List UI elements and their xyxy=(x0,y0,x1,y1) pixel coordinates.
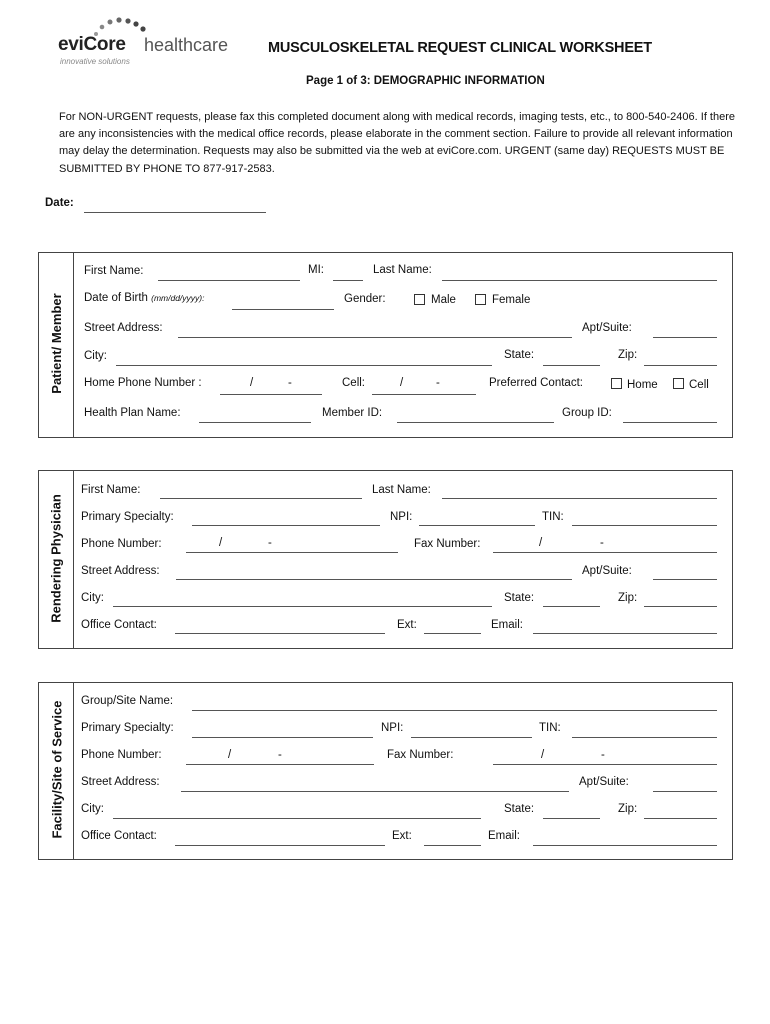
group-id-field[interactable] xyxy=(623,422,717,423)
preferred-cell-checkbox[interactable] xyxy=(673,378,684,389)
physician-fax-dash: - xyxy=(600,537,604,549)
physician-state-label: State: xyxy=(504,592,535,604)
preferred-home-checkbox[interactable] xyxy=(611,378,622,389)
facility-group-site-field[interactable] xyxy=(192,710,717,711)
physician-tin-label: TIN: xyxy=(542,511,564,523)
physician-office-contact-field[interactable] xyxy=(175,633,385,634)
logo-tagline: innovative solutions xyxy=(60,57,130,66)
facility-phone-label: Phone Number: xyxy=(81,749,162,761)
physician-last-name-label: Last Name: xyxy=(372,484,431,496)
facility-email-label: Email: xyxy=(488,830,520,842)
facility-office-contact-field[interactable] xyxy=(175,845,385,846)
physician-ext-field[interactable] xyxy=(424,633,481,634)
member-id-field[interactable] xyxy=(397,422,554,423)
patient-last-name-label: Last Name: xyxy=(373,264,432,276)
facility-group-site-label: Group/Site Name: xyxy=(81,695,174,707)
patient-city-field[interactable] xyxy=(116,365,492,366)
facility-fax-slash: / xyxy=(541,749,545,761)
physician-phone-slash: / xyxy=(219,537,223,549)
patient-street-field[interactable] xyxy=(178,337,572,338)
facility-section-label: Facility/Site of Service xyxy=(49,700,65,839)
member-id-label: Member ID: xyxy=(322,407,383,419)
physician-npi-label: NPI: xyxy=(390,511,413,523)
patient-dob-label xyxy=(84,292,205,304)
patient-apt-label: Apt/Suite: xyxy=(582,322,632,334)
facility-state-label: State: xyxy=(504,803,535,815)
patient-first-name-field[interactable] xyxy=(158,280,300,281)
facility-email-field[interactable] xyxy=(533,845,717,846)
facility-zip-label: Zip: xyxy=(618,803,638,815)
facility-street-label: Street Address: xyxy=(81,776,160,788)
physician-state-field[interactable] xyxy=(543,606,600,607)
physician-npi-field[interactable] xyxy=(419,525,535,526)
physician-specialty-field[interactable] xyxy=(192,525,380,526)
physician-zip-field[interactable] xyxy=(644,606,717,607)
facility-fax-label: Fax Number: xyxy=(387,749,454,761)
patient-mi-field[interactable] xyxy=(333,280,363,281)
patient-last-name-field[interactable] xyxy=(442,280,717,281)
patient-apt-field[interactable] xyxy=(653,337,717,338)
male-label: Male xyxy=(431,294,456,306)
physician-city-label: City: xyxy=(81,592,104,604)
female-label: Female xyxy=(492,294,531,306)
physician-first-name-label: First Name: xyxy=(81,484,141,496)
physician-fax-field[interactable] xyxy=(493,552,717,553)
dob-text: Date of Birth xyxy=(84,292,148,304)
facility-office-contact-label: Office Contact: xyxy=(81,830,157,842)
physician-street-label: Street Address: xyxy=(81,565,160,577)
facility-phone-slash: / xyxy=(228,749,232,761)
facility-city-label: City: xyxy=(81,803,104,815)
patient-home-phone-field[interactable] xyxy=(220,394,322,395)
page-title: MUSCULOSKELETAL REQUEST CLINICAL WORKSHEET xyxy=(268,40,652,56)
facility-ext-label: Ext: xyxy=(392,830,412,842)
physician-specialty-label: Primary Specialty: xyxy=(81,511,174,523)
facility-specialty-label: Primary Specialty: xyxy=(81,722,174,734)
logo-brand: eviCore xyxy=(58,34,126,55)
physician-fax-slash: / xyxy=(539,537,543,549)
physician-fax-label: Fax Number: xyxy=(414,538,481,550)
patient-city-label: City: xyxy=(84,350,107,362)
patient-state-field[interactable] xyxy=(543,365,600,366)
patient-zip-field[interactable] xyxy=(644,365,717,366)
facility-city-field[interactable] xyxy=(113,818,481,819)
patient-mi-label: MI: xyxy=(308,264,324,276)
patient-street-label: Street Address: xyxy=(84,322,163,334)
page-subtitle: Page 1 of 3: DEMOGRAPHIC INFORMATION xyxy=(306,75,545,87)
male-checkbox[interactable] xyxy=(414,294,425,305)
physician-email-label: Email: xyxy=(491,619,523,631)
facility-street-field[interactable] xyxy=(181,791,569,792)
facility-apt-field[interactable] xyxy=(653,791,717,792)
physician-street-field[interactable] xyxy=(176,579,572,580)
group-id-label: Group ID: xyxy=(562,407,612,419)
patient-cell-field[interactable] xyxy=(372,394,476,395)
cell-slash: / xyxy=(400,377,404,389)
intro-text: For NON-URGENT requests, please fax this completed document along with medical records, imaging tests, etc., to 800-540-2406. If there are any inconsistencies with the medical office records, please elaborate in the comment section. Failure to provide all relevant information may delay the determination. Requests may also be submitted via the web at eviCore.com. URGENT (same day) REQUESTS MUST BE SUBMITTED BY PHONE TO 877-917-2583. xyxy=(59,111,736,175)
facility-fax-field[interactable] xyxy=(493,764,717,765)
patient-dob-field[interactable] xyxy=(232,309,334,310)
facility-tin-field[interactable] xyxy=(572,737,717,738)
facility-phone-dash: - xyxy=(278,749,282,761)
physician-phone-field[interactable] xyxy=(186,552,398,553)
logo-suffix: healthcare xyxy=(144,35,229,55)
facility-phone-field[interactable] xyxy=(186,764,374,765)
physician-last-name-field[interactable] xyxy=(442,498,717,499)
physician-phone-label: Phone Number: xyxy=(81,538,162,550)
health-plan-field[interactable] xyxy=(199,422,311,423)
facility-state-field[interactable] xyxy=(543,818,600,819)
phone-slash: / xyxy=(250,377,254,389)
date-field[interactable] xyxy=(84,212,266,213)
facility-specialty-field[interactable] xyxy=(192,737,373,738)
facility-npi-label: NPI: xyxy=(381,722,404,734)
patient-home-phone-label: Home Phone Number : xyxy=(84,377,202,389)
physician-apt-field[interactable] xyxy=(653,579,717,580)
physician-phone-dash: - xyxy=(268,537,272,549)
preferred-contact-label: Preferred Contact: xyxy=(489,377,583,389)
female-checkbox[interactable] xyxy=(475,294,486,305)
phone-dash: - xyxy=(288,377,292,389)
facility-fax-dash: - xyxy=(601,749,605,761)
preferred-cell-label: Cell xyxy=(689,379,709,391)
patient-state-label: State: xyxy=(504,349,535,361)
preferred-home-label: Home xyxy=(627,379,658,391)
physician-ext-label: Ext: xyxy=(397,619,417,631)
physician-first-name-field[interactable] xyxy=(160,498,362,499)
facility-tin-label: TIN: xyxy=(539,722,561,734)
physician-section-label: Rendering Physician xyxy=(48,494,64,623)
date-label: Date: xyxy=(45,197,74,209)
physician-apt-label: Apt/Suite: xyxy=(582,565,632,577)
evicore-logo xyxy=(58,18,238,78)
patient-zip-label: Zip: xyxy=(618,349,638,361)
cell-dash: - xyxy=(436,377,440,389)
dob-format: (mm/dd/yyyy): xyxy=(151,293,205,303)
physician-tin-field[interactable] xyxy=(572,525,717,526)
health-plan-label: Health Plan Name: xyxy=(84,407,181,419)
patient-section-label: Patient/ Member xyxy=(49,293,64,394)
patient-cell-label: Cell: xyxy=(342,377,366,389)
physician-office-contact-label: Office Contact: xyxy=(81,619,157,631)
facility-ext-field[interactable] xyxy=(424,845,481,846)
facility-npi-field[interactable] xyxy=(411,737,532,738)
patient-first-name-label: First Name: xyxy=(84,265,144,277)
physician-zip-label: Zip: xyxy=(618,592,638,604)
physician-city-field[interactable] xyxy=(113,606,492,607)
physician-email-field[interactable] xyxy=(533,633,717,634)
facility-zip-field[interactable] xyxy=(644,818,717,819)
patient-gender-label: Gender: xyxy=(344,293,386,305)
facility-apt-label: Apt/Suite: xyxy=(579,776,629,788)
